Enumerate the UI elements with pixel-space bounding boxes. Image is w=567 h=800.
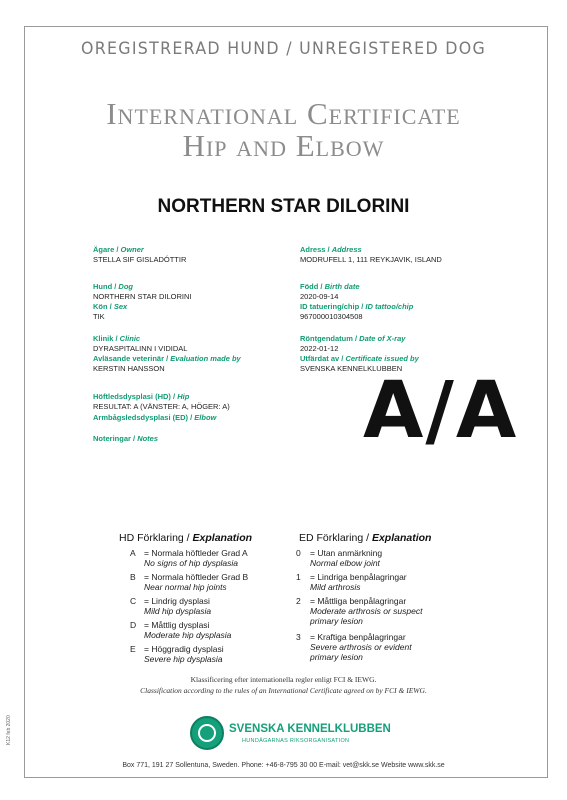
certificate-title-line2: Hip and Elbow [182, 128, 385, 163]
id-chip-label: ID tatuering/chip / ID tattoo/chip [300, 302, 414, 311]
ed-grade-key: 0 [296, 548, 301, 558]
hd-grade-key: D [130, 620, 137, 630]
sex-label: Kön / Sex [93, 302, 128, 311]
dog-value: NORTHERN STAR DILORINI [93, 292, 192, 301]
owner-value: STELLA SIF GISLADÓTTIR [93, 255, 187, 264]
skk-logo-icon [190, 716, 224, 750]
hd-grade-description: = Normala höftleder Grad B [144, 572, 249, 582]
hd-grade-english: Moderate hip dysplasia [144, 630, 232, 640]
form-code: K12 feb 2020 [6, 715, 12, 745]
ed-grade-key: 2 [296, 596, 301, 606]
address-value: MODRUFELL 1, 111 REYKJAVIK, ISLAND [300, 255, 442, 264]
ed-grade-key: 3 [296, 632, 301, 642]
hd-grade-english: Mild hip dysplasia [144, 606, 212, 616]
owner-label: Ägare / Owner [93, 245, 144, 254]
certificate-title-line1: International Certificate [106, 96, 461, 131]
hd-grade-key: C [130, 596, 137, 606]
org-name: SVENSKA KENNELKLUBBEN [229, 723, 391, 735]
birth-date-value: 2020-09-14 [300, 292, 339, 301]
ed-grade-description: = Måttliga benpålagringar [310, 596, 407, 606]
hd-grade-english: No signs of hip dysplasia [144, 558, 239, 568]
ed-grade-english: Mild arthrosis [310, 582, 361, 592]
classification-note-en: Classification according to the rules of an International Certificate agreed on by FCI & IEWG. [140, 686, 427, 695]
hd-grade-english: Severe hip dysplasia [144, 654, 223, 664]
hd-grade-english: Near normal hip joints [144, 582, 227, 592]
xray-date-label: Röntgendatum / Date of X-ray [300, 334, 406, 343]
ed-grade-english-cont: primary lesion [310, 652, 363, 662]
ed-grade-english: Severe arthrosis or evident [310, 642, 412, 652]
org-contact-line: Box 771, 191 27 Sollentuna, Sweden. Phone: +46-8-795 30 00 E-mail: vet@skk.se Website www.skk.se [122, 762, 445, 769]
ed-grade-description: = Lindriga benpålagringar [310, 572, 407, 582]
hd-grade-key: E [130, 644, 136, 654]
issued-by-label: Utfärdat av / Certificate issued by [300, 354, 419, 363]
hd-grade-description: = Höggradig dysplasi [144, 644, 224, 654]
ed-label: Armbågsledsdysplasi (ED) / Elbow [93, 413, 217, 422]
hd-grade-key: A [130, 548, 136, 558]
xray-date-value: 2022-01-12 [300, 344, 339, 353]
dog-label: Hund / Dog [93, 282, 134, 291]
ed-grade-description: = Kraftiga benpålagringar [310, 632, 406, 642]
hd-result-value: RESULTAT: A (VÄNSTER: A, HÖGER: A) [93, 402, 230, 411]
ed-grade-english: Moderate arthrosis or suspect [310, 606, 423, 616]
sex-value: TIK [93, 312, 105, 321]
handwritten-grade: A/A [363, 366, 519, 456]
hd-grade-key: B [130, 572, 136, 582]
unregistered-heading: OREGISTRERAD HUND / UNREGISTERED DOG [80, 39, 487, 59]
classification-note-sv: Klassificering efter internationella regler enligt FCI & IEWG. [190, 675, 377, 684]
address-label: Adress / Address [300, 245, 362, 254]
evaluator-label: Avläsande veterinär / Evaluation made by [93, 354, 241, 363]
hd-grade-description: = Måttlig dysplasi [144, 620, 210, 630]
issued-by-value: SVENSKA KENNELKLUBBEN [300, 364, 403, 373]
ed-grade-english-cont: primary lesion [310, 616, 363, 626]
hd-explanation-heading: HD Förklaring / Explanation [119, 532, 253, 544]
notes-label: Noteringar / Notes [93, 434, 159, 443]
hd-grade-description: = Normala höftleder Grad A [144, 548, 248, 558]
id-chip-value: 967000010304508 [300, 312, 363, 321]
ed-explanation-heading: ED Förklaring / Explanation [299, 532, 432, 544]
ed-grade-description: = Utan anmärkning [310, 548, 383, 558]
birth-date-label: Född / Birth date [300, 282, 360, 291]
ed-grade-key: 1 [296, 572, 301, 582]
dog-name-heading: NORTHERN STAR DILORINI [157, 196, 410, 217]
ed-grade-english: Normal elbow joint [310, 558, 380, 568]
org-subtitle: HUNDÄGARNAS RIKSORGANISATION [242, 738, 350, 744]
clinic-label: Klinik / Clinic [93, 334, 141, 343]
evaluator-value: KERSTIN HANSSON [93, 364, 165, 373]
hd-grade-description: = Lindrig dysplasi [144, 596, 210, 606]
hd-label: Höftledsdysplasi (HD) / Hip [93, 392, 190, 401]
clinic-value: DYRASPITALINN I VIDIDAL [93, 344, 188, 353]
